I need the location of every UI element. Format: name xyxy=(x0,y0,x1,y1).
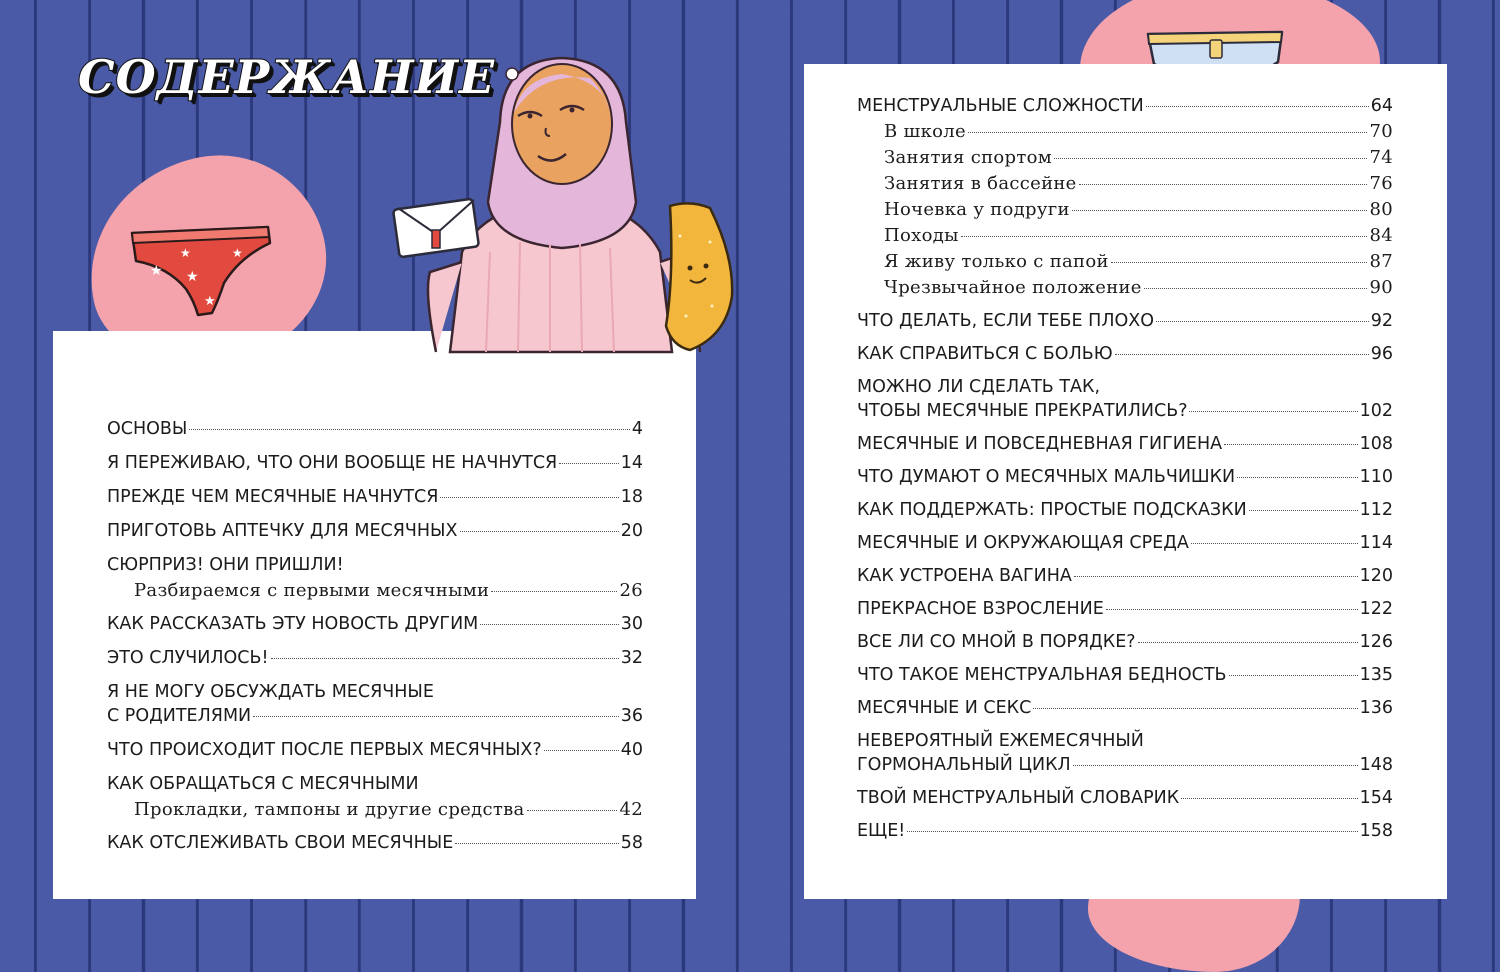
dot-leader xyxy=(1138,642,1358,643)
toc-entry-page: 76 xyxy=(1369,173,1393,194)
toc-entry-title: В школе xyxy=(884,121,966,142)
toc-entry-title: ОСНОВЫ xyxy=(107,419,188,439)
toc-subentry[interactable] xyxy=(857,224,1393,248)
toc-entry-page: 110 xyxy=(1359,467,1393,487)
toc-entry[interactable] xyxy=(107,680,643,704)
toc-entry[interactable] xyxy=(857,399,1393,423)
toc-entry[interactable] xyxy=(857,342,1393,366)
toc-entry[interactable] xyxy=(857,819,1393,843)
svg-text:★: ★ xyxy=(204,294,216,309)
page-title: СОДЕРЖАНИЕ xyxy=(78,50,496,104)
toc-entry-title: ВСЕ ЛИ СО МНОЙ В ПОРЯДКЕ? xyxy=(857,632,1136,652)
toc-entry-page: 90 xyxy=(1369,277,1393,298)
toc-entry[interactable] xyxy=(857,663,1393,687)
dot-leader xyxy=(1189,411,1357,412)
dot-leader xyxy=(1249,510,1358,511)
toc-entry-page: 14 xyxy=(620,453,643,473)
toc-entry-title: ГОРМОНАЛЬНЫЙ ЦИКЛ xyxy=(857,755,1071,775)
toc-entry[interactable] xyxy=(857,465,1393,489)
toc-right-list xyxy=(857,94,1393,843)
toc-entry[interactable] xyxy=(107,485,643,509)
toc-entry-page: 96 xyxy=(1370,344,1393,364)
toc-entry-title: КАК ОБРАЩАТЬСЯ С МЕСЯЧНЫМИ xyxy=(107,774,419,794)
dot-leader xyxy=(1156,321,1369,322)
dot-leader xyxy=(189,429,629,430)
toc-entry-page: 158 xyxy=(1359,821,1393,841)
toc-entry-title: ПРЕЖДЕ ЧЕМ МЕСЯЧНЫЕ НАЧНУТСЯ xyxy=(107,487,439,507)
toc-entry-page: 84 xyxy=(1369,225,1393,246)
toc-entry[interactable] xyxy=(107,646,643,670)
dot-leader xyxy=(455,843,618,844)
toc-entry[interactable] xyxy=(107,519,643,543)
toc-entry-title: МЕСЯЧНЫЕ И СЕКС xyxy=(857,698,1032,718)
dot-leader xyxy=(1079,184,1368,185)
toc-entry-page: 87 xyxy=(1369,251,1393,272)
toc-entry-title: КАК СПРАВИТЬСЯ С БОЛЬЮ xyxy=(857,344,1113,364)
toc-entry-page: 26 xyxy=(619,580,643,601)
toc-subentry[interactable] xyxy=(857,120,1393,144)
toc-entry-title: МЕСЯЧНЫЕ И ПОВСЕДНЕВНАЯ ГИГИЕНА xyxy=(857,434,1223,454)
toc-entry-title: Я ПЕРЕЖИВАЮ, ЧТО ОНИ ВООБЩЕ НЕ НАЧНУТСЯ xyxy=(107,453,558,473)
dot-leader xyxy=(460,531,619,532)
toc-entry[interactable] xyxy=(857,630,1393,654)
toc-entry[interactable] xyxy=(857,309,1393,333)
toc-entry-page: 4 xyxy=(631,419,643,439)
toc-entry-page: 70 xyxy=(1369,121,1393,142)
toc-entry-title: Занятия в бассейне xyxy=(884,173,1077,194)
toc-entry-title: Походы xyxy=(884,225,959,246)
toc-entry-title: КАК РАССКАЗАТЬ ЭТУ НОВОСТЬ ДРУГИМ xyxy=(107,614,479,634)
toc-entry-page: 18 xyxy=(620,487,643,507)
dot-leader xyxy=(491,591,617,592)
toc-entry[interactable] xyxy=(857,498,1393,522)
dot-leader xyxy=(1072,210,1368,211)
svg-text:★: ★ xyxy=(150,263,163,279)
dot-leader xyxy=(907,831,1357,832)
toc-subentry[interactable] xyxy=(857,172,1393,196)
red-star-underwear-icon xyxy=(120,205,280,325)
dot-leader xyxy=(1144,288,1368,289)
toc-entry-title: Чрезвычайное положение xyxy=(884,277,1142,298)
toc-entry-page: 42 xyxy=(619,799,643,820)
dot-leader xyxy=(253,716,619,717)
toc-entry-title: КАК ПОДДЕРЖАТЬ: ПРОСТЫЕ ПОДСКАЗКИ xyxy=(857,500,1247,520)
toc-entry-title: НЕВЕРОЯТНЫЙ ЕЖЕМЕСЯЧНЫЙ xyxy=(857,731,1144,751)
toc-entry[interactable] xyxy=(107,417,643,441)
dot-leader xyxy=(1191,543,1358,544)
toc-subentry[interactable] xyxy=(857,146,1393,170)
toc-entry[interactable] xyxy=(857,753,1393,777)
toc-entry-page: 126 xyxy=(1359,632,1393,652)
toc-entry-page: 120 xyxy=(1359,566,1393,586)
toc-entry[interactable] xyxy=(107,738,643,762)
toc-entry-page: 136 xyxy=(1359,698,1393,718)
toc-entry-page: 114 xyxy=(1359,533,1393,553)
dot-leader xyxy=(527,810,618,811)
toc-entry-title: МОЖНО ЛИ СДЕЛАТЬ ТАК, xyxy=(857,377,1101,397)
dot-leader xyxy=(559,463,619,464)
toc-entry[interactable] xyxy=(857,531,1393,555)
toc-entry-page: 108 xyxy=(1359,434,1393,454)
toc-entry[interactable] xyxy=(107,704,643,728)
toc-entry-title: Прокладки, тампоны и другие средства xyxy=(134,799,525,820)
toc-entry[interactable] xyxy=(857,564,1393,588)
dot-leader xyxy=(1181,798,1357,799)
toc-entry-page: 154 xyxy=(1359,788,1393,808)
toc-entry-title: СЮРПРИЗ! ОНИ ПРИШЛИ! xyxy=(107,555,344,575)
dot-leader xyxy=(1115,354,1369,355)
yellow-smiling-underwear-icon xyxy=(650,196,750,356)
toc-entry-page: 40 xyxy=(620,740,643,760)
toc-entry[interactable] xyxy=(107,772,643,796)
toc-entry-title: КАК УСТРОЕНА ВАГИНА xyxy=(857,566,1072,586)
toc-entry-page: 36 xyxy=(620,706,643,726)
toc-entry-page: 148 xyxy=(1359,755,1393,775)
svg-text:★: ★ xyxy=(232,246,243,260)
toc-left-list xyxy=(107,417,643,855)
toc-entry-title: ЕЩЕ! xyxy=(857,821,906,841)
toc-entry-title: Занятия спортом xyxy=(884,147,1053,168)
toc-entry-title: МЕНСТРУАЛЬНЫЕ СЛОЖНОСТИ xyxy=(857,96,1144,116)
dot-leader xyxy=(1146,106,1369,107)
toc-entry-page: 102 xyxy=(1359,401,1393,421)
dot-leader xyxy=(1106,609,1358,610)
toc-subentry[interactable] xyxy=(857,250,1393,274)
toc-entry-title: ПРИГОТОВЬ АПТЕЧКУ ДЛЯ МЕСЯЧНЫХ xyxy=(107,521,458,541)
dot-leader xyxy=(544,750,619,751)
toc-entry-title: Разбираемся с первыми месячными xyxy=(134,580,490,601)
toc-entry[interactable] xyxy=(857,786,1393,810)
toc-entry-title: ЧТО ПРОИСХОДИТ ПОСЛЕ ПЕРВЫХ МЕСЯЧНЫХ? xyxy=(107,740,542,760)
toc-entry-title: ТВОЙ МЕНСТРУАЛЬНЫЙ СЛОВАРИК xyxy=(857,788,1180,808)
toc-entry-title: Ночевка у подруги xyxy=(884,199,1070,220)
dot-leader xyxy=(440,497,618,498)
toc-entry-page: 112 xyxy=(1359,500,1393,520)
toc-entry-title: ЧТО ТАКОЕ МЕНСТРУАЛЬНАЯ БЕДНОСТЬ xyxy=(857,665,1227,685)
toc-entry[interactable] xyxy=(107,553,643,577)
toc-entry-page: 58 xyxy=(620,833,643,853)
toc-entry-page: 122 xyxy=(1359,599,1393,619)
toc-entry[interactable] xyxy=(857,375,1393,399)
toc-subentry[interactable] xyxy=(857,276,1393,300)
toc-entry[interactable] xyxy=(107,612,643,636)
toc-entry[interactable] xyxy=(857,432,1393,456)
toc-entry[interactable] xyxy=(857,729,1393,753)
toc-entry[interactable] xyxy=(857,597,1393,621)
dot-leader xyxy=(271,658,619,659)
dot-leader xyxy=(961,236,1368,237)
toc-entry-title: ЭТО СЛУЧИЛОСЬ! xyxy=(107,648,269,668)
dot-leader xyxy=(1237,477,1357,478)
toc-entry[interactable] xyxy=(107,831,643,855)
toc-entry-page: 64 xyxy=(1370,96,1393,116)
toc-entry-title: ПРЕКРАСНОЕ ВЗРОСЛЕНИЕ xyxy=(857,599,1104,619)
toc-subentry[interactable] xyxy=(107,798,643,822)
toc-entry-page: 30 xyxy=(620,614,643,634)
toc-entry[interactable] xyxy=(857,696,1393,720)
toc-subentry[interactable] xyxy=(107,579,643,603)
svg-text:★: ★ xyxy=(180,246,191,260)
dot-leader xyxy=(1074,576,1358,577)
toc-entry-page: 20 xyxy=(620,521,643,541)
toc-entry-title: ЧТО ДЕЛАТЬ, ЕСЛИ ТЕБЕ ПЛОХО xyxy=(857,311,1155,331)
toc-subentry[interactable] xyxy=(857,198,1393,222)
dot-leader xyxy=(1033,708,1357,709)
svg-text:★: ★ xyxy=(186,269,199,285)
toc-entry[interactable] xyxy=(857,94,1393,118)
toc-entry-title: ЧТО ДУМАЮТ О МЕСЯЧНЫХ МАЛЬЧИШКИ xyxy=(857,467,1236,487)
toc-entry-title: МЕСЯЧНЫЕ И ОКРУЖАЮЩАЯ СРЕДА xyxy=(857,533,1189,553)
dot-leader xyxy=(1111,262,1368,263)
toc-entry-page: 92 xyxy=(1370,311,1393,331)
toc-entry-title: С РОДИТЕЛЯМИ xyxy=(107,706,252,726)
toc-entry-page: 135 xyxy=(1359,665,1393,685)
dot-leader xyxy=(968,132,1368,133)
dot-leader xyxy=(1229,675,1358,676)
toc-entry-page: 32 xyxy=(620,648,643,668)
dot-leader xyxy=(1224,444,1358,445)
toc-entry[interactable] xyxy=(107,451,643,475)
dot-leader xyxy=(480,624,618,625)
toc-entry-title: КАК ОТСЛЕЖИВАТЬ СВОИ МЕСЯЧНЫЕ xyxy=(107,833,454,853)
toc-entry-title: ЧТОБЫ МЕСЯЧНЫЕ ПРЕКРАТИЛИСЬ? xyxy=(857,401,1188,421)
menstrual-pad-icon xyxy=(392,196,482,262)
toc-entry-title: Я НЕ МОГУ ОБСУЖДАТЬ МЕСЯЧНЫЕ xyxy=(107,682,434,702)
toc-entry-title: Я живу только с папой xyxy=(884,251,1109,272)
dot-leader xyxy=(1054,158,1367,159)
toc-entry-page: 74 xyxy=(1369,147,1393,168)
toc-entry-page: 80 xyxy=(1369,199,1393,220)
dot-leader xyxy=(1073,765,1358,766)
